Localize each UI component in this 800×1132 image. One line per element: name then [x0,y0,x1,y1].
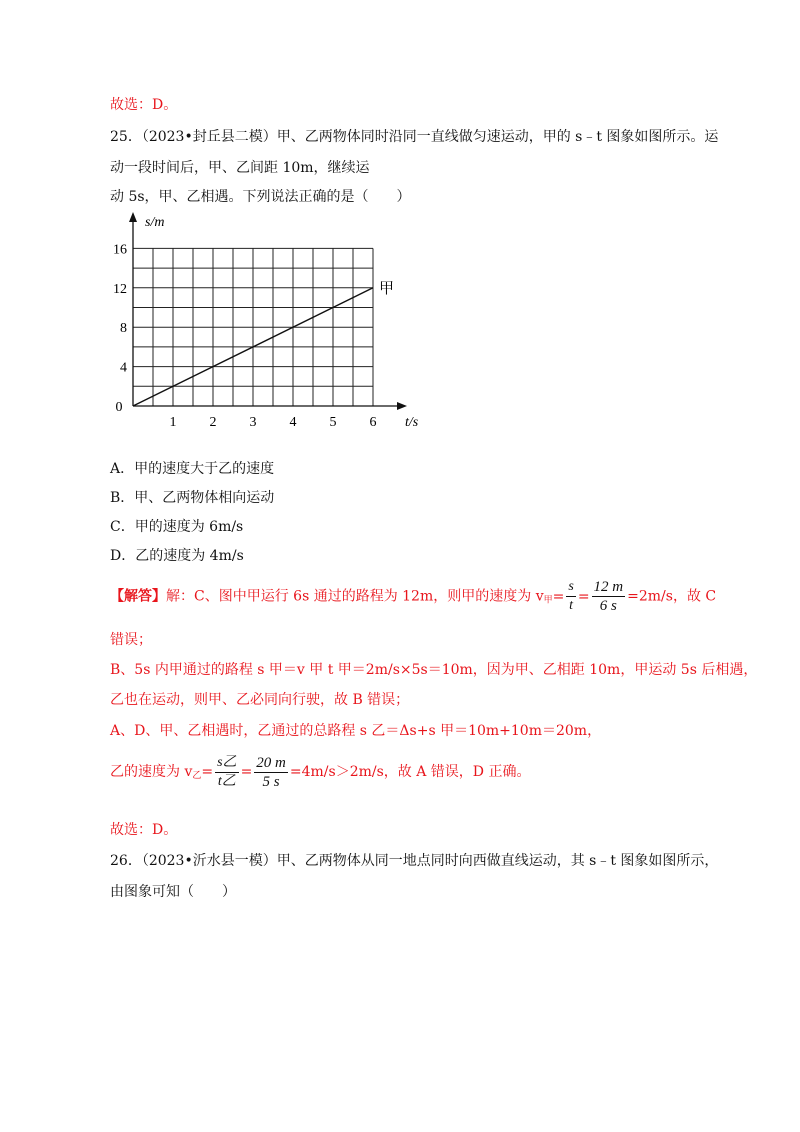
q25-option-d: D．乙的速度为 4m/s [110,548,244,564]
q25-stem-line1: 25．（2023•封丘县二模）甲、乙两物体同时沿同一直线做匀速运动，甲的 s﹣t 图象如图所示。运 [110,129,719,145]
fraction-12m-over-6s: $\frac{12 m}{6 s}$ [593,579,624,614]
fraction-s-yi-over-t-yi: $\frac{\text{s乙}}{\text{t乙}}$ [217,754,237,789]
x-tick-label: 3 [249,415,257,430]
q26-stem-line1: 26．（2023•沂水县一模）甲、乙两物体从同一地点同时向西做直线运动，其 s﹣t 图象如图所示， [110,853,719,869]
y-tick-label: 8 [120,321,127,337]
q25-option-a: A．甲的速度大于乙的速度 [110,461,275,477]
fraction-20m-over-5s: $\frac{20 m}{5 s}$ [256,754,286,790]
solution-line4: 乙也在运动，则甲、乙必同向行驶，故 B 错误； [110,692,410,708]
solution-text-1b: =2m/s，故 C [627,588,717,605]
solution-line6: 乙的速度为 $v_乙=$ $\frac{\text{s乙}}{\text{t乙}}$ = $\frac{20 m}{5 s}$ =4m/s＞2m/s，故 A 错误，D 正确。 [110,754,531,790]
solution-line3: B、5s 内甲通过的路程 s 甲＝v 甲 t 甲＝2m/s×5s＝10m，因为甲、乙相距 10m，甲运动 5s 后相遇， [110,662,758,678]
x-tick-label: 2 [209,415,217,430]
y-tick-label: 12 [113,281,127,297]
y-axis-arrow [129,212,137,222]
x-tick-label: 0 [115,400,123,415]
final-answer: 故选：D。 [110,822,178,838]
subscript-jia: 甲 [543,595,553,606]
y-axis-label: s/m [145,215,165,230]
q26-stem-line2: 由图象可知（ ） [110,884,236,900]
x-tick-label: 4 [289,415,297,430]
x-tick-label: 1 [169,415,177,430]
fraction-s-over-t: $\frac{s}{t}$ [568,579,574,613]
x-tick-label: 6 [369,415,377,430]
q25-stem-line3: 动 5s，甲、乙相遇。下列说法正确的是（ ） [110,189,411,205]
solution-text-6b: =4m/s＞2m/s，故 A 错误，D 正确。 [289,764,531,780]
q25-stem-line2: 动一段时间后，甲、乙间距 10m，继续运 [110,160,370,176]
subscript-yi: 乙 [192,771,202,781]
solution-text-6: 乙的速度为 v [110,764,193,780]
q25-option-b: B．甲、乙两物体相向运动 [110,490,275,506]
x-axis-label: t/s [405,415,419,430]
st-graph [100,210,440,440]
x-tick-label: 5 [329,415,337,430]
solution-tag: 【解答】 [110,588,166,605]
solution-text-1: 解：C、图中甲运行 6s 通过的路程为 12m，则甲的速度为 v [166,588,544,605]
y-tick-label: 4 [120,360,127,376]
series-label-jia: 甲 [379,278,395,297]
previous-answer: 故选：D。 [110,97,178,113]
solution-line5: A、D、甲、乙相遇时，乙通过的总路程 s 乙＝Δs+s 甲＝10m+10m＝20m， [110,723,602,739]
solution-line2: 错误； [110,632,152,648]
solution-line1: 【解答】解：C、图中甲运行 6s 通过的路程为 12m，则甲的速度为 $v_甲=$ $\frac{s}{t}$ = $\frac{12 m}{6 s}$ =2m/s，故 C [110,579,717,614]
y-tick-label: 16 [113,242,127,258]
x-axis-arrow [397,402,407,410]
q25-option-c: C．甲的速度为 6m/s [110,519,244,535]
